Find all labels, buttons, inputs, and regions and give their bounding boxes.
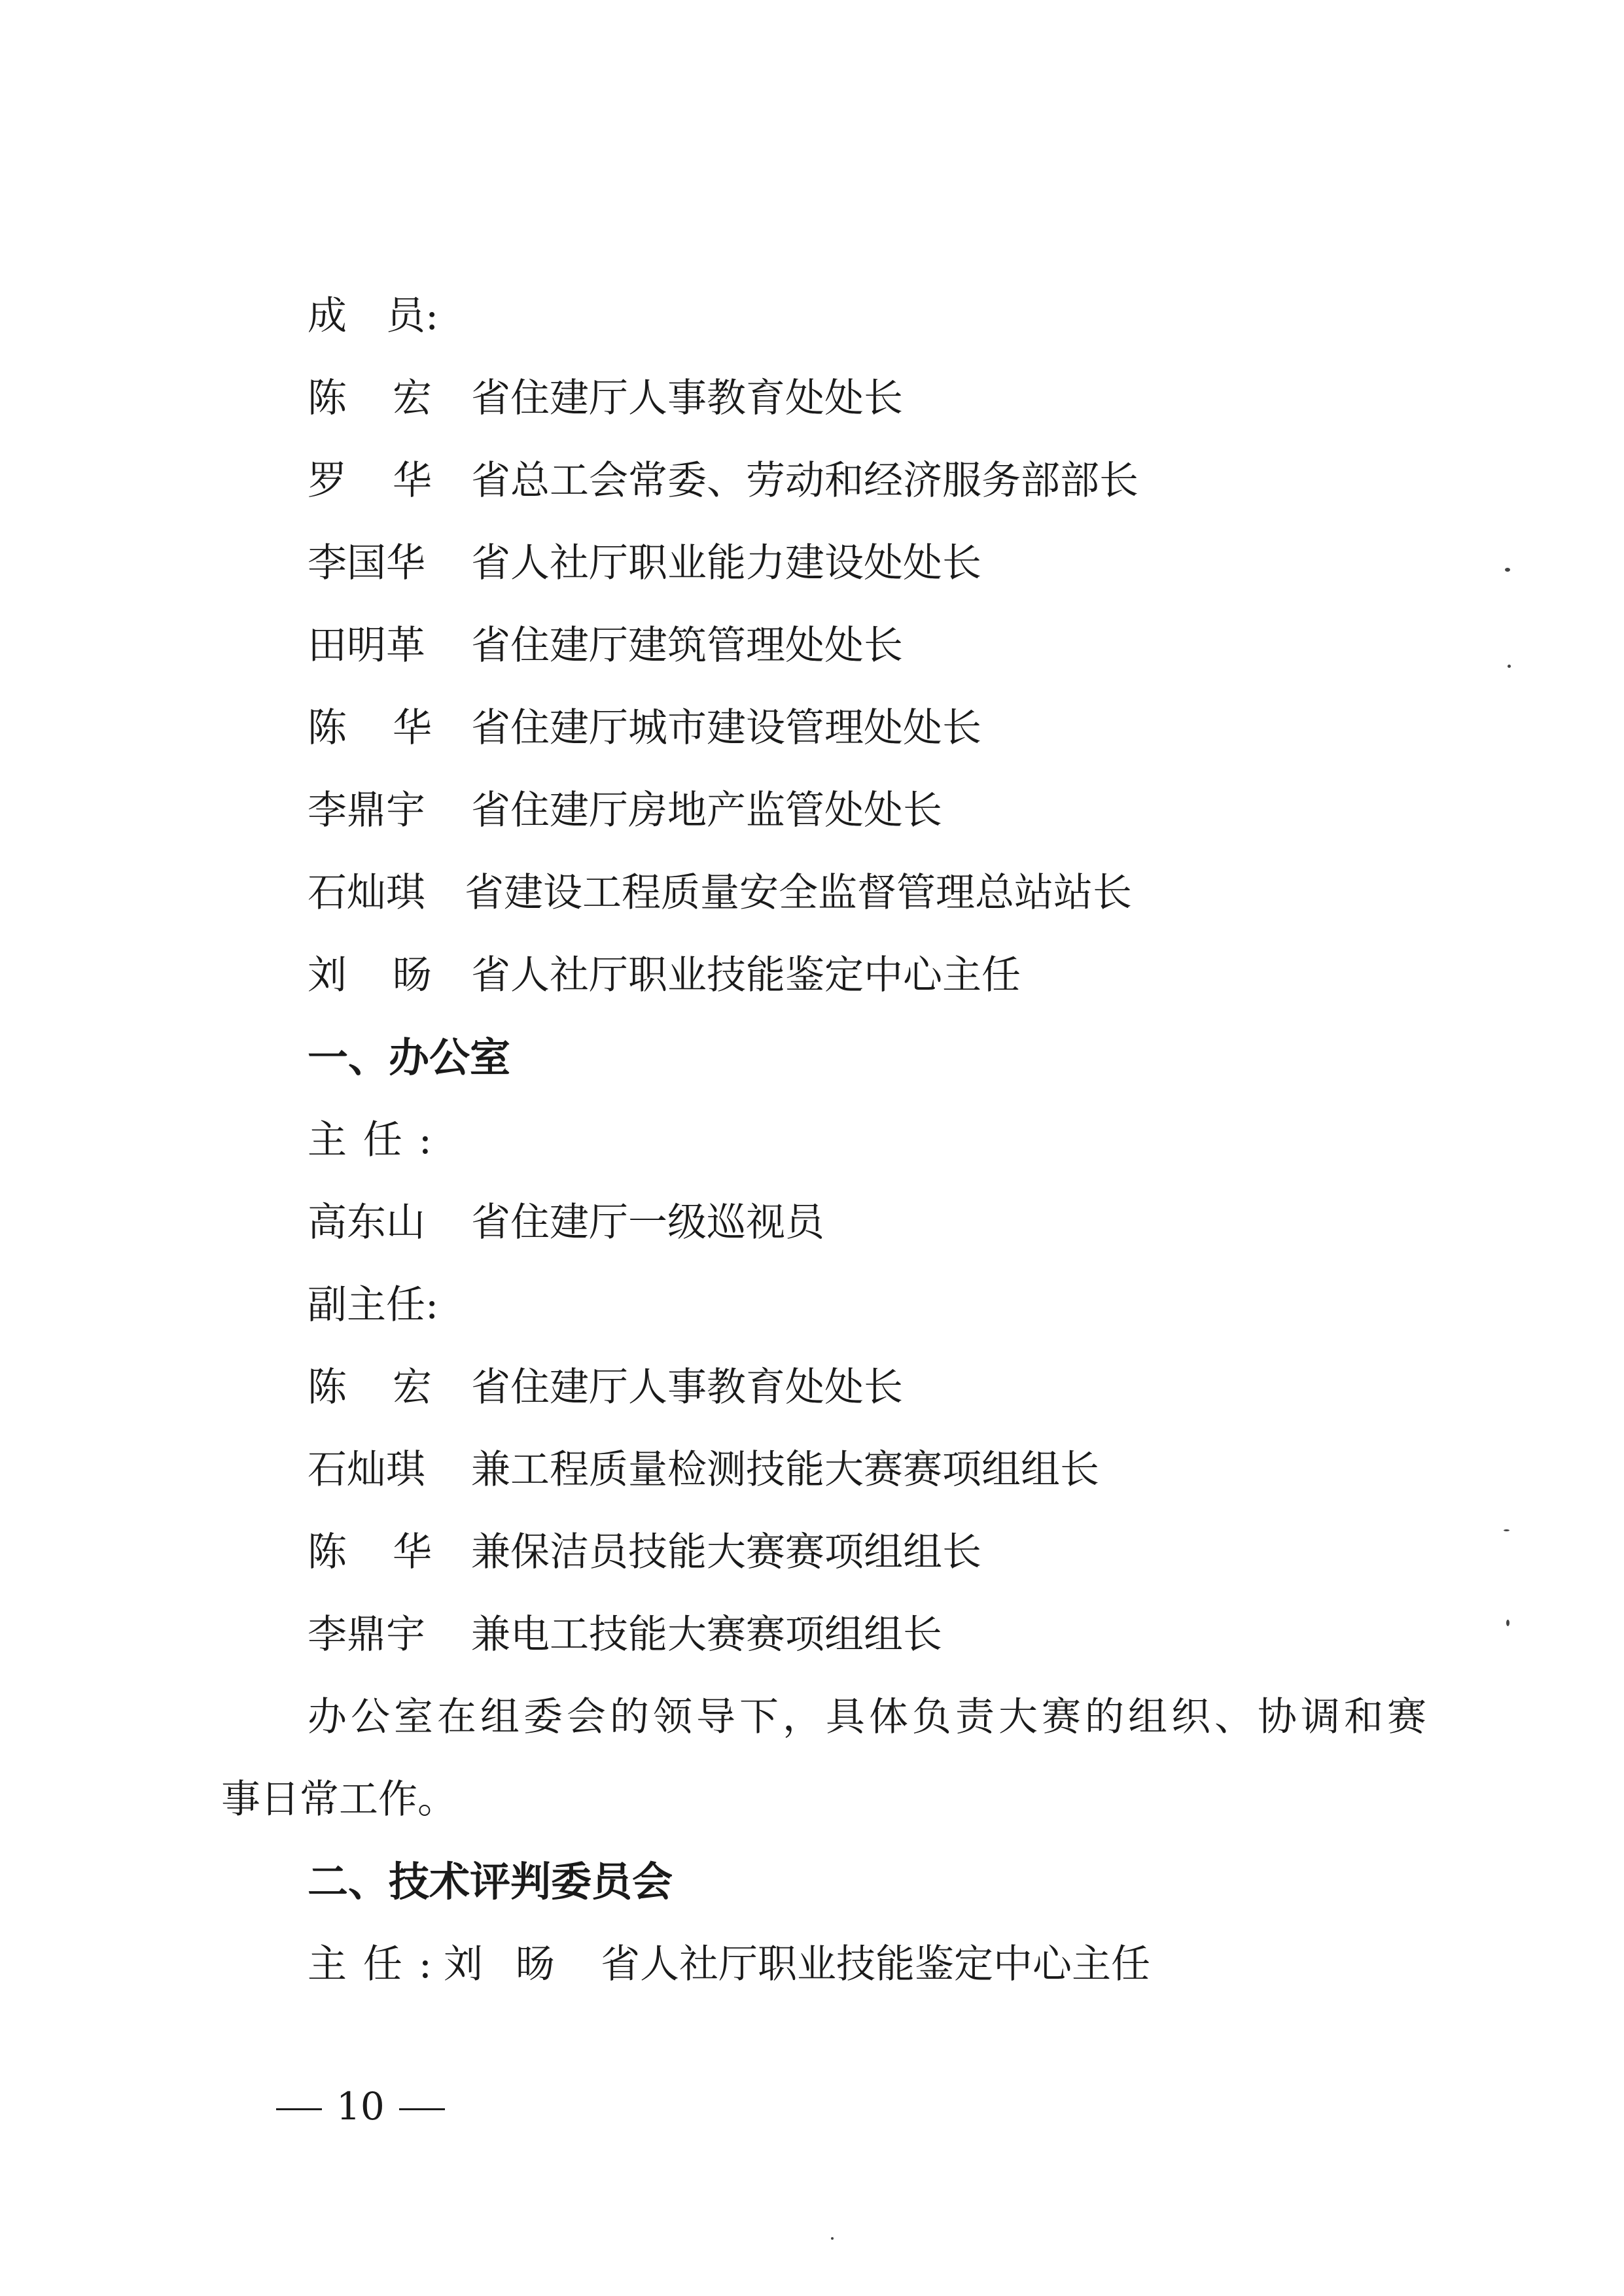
deputy-name: 石灿琪 [308,1447,425,1493]
member-name: 刘旸 [308,952,432,998]
director-row [308,1193,824,1252]
member-name: 陈宏 [308,375,432,421]
page-number-dash-right [399,2108,445,2110]
deputy-row [308,1605,942,1664]
director-name: 高东山 [308,1200,425,1245]
tech-director-role: 省人社厅职业技能鉴定中心主任 [601,1941,1150,1987]
page-number-dash-left [276,2108,322,2110]
member-row [308,369,903,428]
section-heading-office: 一、办公室 [308,1034,511,1081]
member-role: 省住建厅城市建设管理处处长 [471,705,981,751]
member-role: 省人社厅职业能力建设处处长 [471,540,981,586]
deputy-role: 兼工程质量检测技能大赛赛项组组长 [471,1447,1099,1493]
member-role: 省住建厅房地产监管处处长 [471,788,942,833]
member-role: 省建设工程质量安全监督管理总站站长 [465,870,1132,916]
office-paragraph-line2: 事日常工作。 [221,1777,457,1822]
office-paragraph-line1: 办公室在组委会的领导下，具体负责大赛的组织、协调和赛 [308,1694,1430,1740]
deputy-row [308,1523,981,1582]
member-row [308,781,942,840]
member-name: 李国华 [308,540,425,586]
member-row [308,534,981,593]
director-role: 省住建厅一级巡视员 [471,1200,824,1245]
scan-speck [1506,1620,1509,1626]
section-heading-tech-committee: 二、技术评判委员会 [308,1858,673,1905]
member-name: 陈华 [308,705,432,751]
deputy-row [308,1358,903,1417]
member-name: 罗华 [308,458,432,504]
deputy-role: 兼保洁员技能大赛赛项组组长 [471,1529,981,1575]
deputy-role: 省住建厅人事教育处处长 [471,1365,903,1410]
tech-director-row [308,1935,1150,1994]
member-row [308,616,903,675]
scan-speck [831,2237,834,2240]
member-name: 田明革 [308,623,425,669]
deputy-name: 李鼎宇 [308,1612,425,1658]
member-role: 省住建厅人事教育处处长 [471,375,903,421]
scan-speck [1505,568,1510,572]
member-name: 李鼎宇 [308,788,425,833]
page-number [262,2083,459,2129]
member-row [308,451,1139,510]
members-label: 成 员: [308,293,439,339]
page-number-value: 10 [336,2084,385,2129]
scan-speck [1504,1529,1509,1531]
member-row [308,946,1021,1005]
deputy-name: 陈华 [308,1529,432,1575]
director-label [308,1111,432,1170]
deputy-name: 陈宏 [308,1365,432,1410]
member-role: 省总工会常委、劳动和经济服务部部长 [471,458,1139,504]
member-role: 省住建厅建筑管理处处长 [471,623,903,669]
scan-speck [1508,665,1511,668]
member-row [308,699,981,757]
tech-director-name: 刘旸 [444,1941,555,1987]
member-name: 石灿琪 [308,870,425,916]
director-label-text: 主任: [308,1117,432,1163]
member-row [308,863,1132,922]
deputy-role: 兼电工技能大赛赛项组组长 [471,1612,942,1658]
tech-director-label: 主任: [308,1941,432,1987]
member-role: 省人社厅职业技能鉴定中心主任 [471,952,1021,998]
deputy-row [308,1440,1099,1499]
deputy-label: 副主任: [308,1282,439,1328]
